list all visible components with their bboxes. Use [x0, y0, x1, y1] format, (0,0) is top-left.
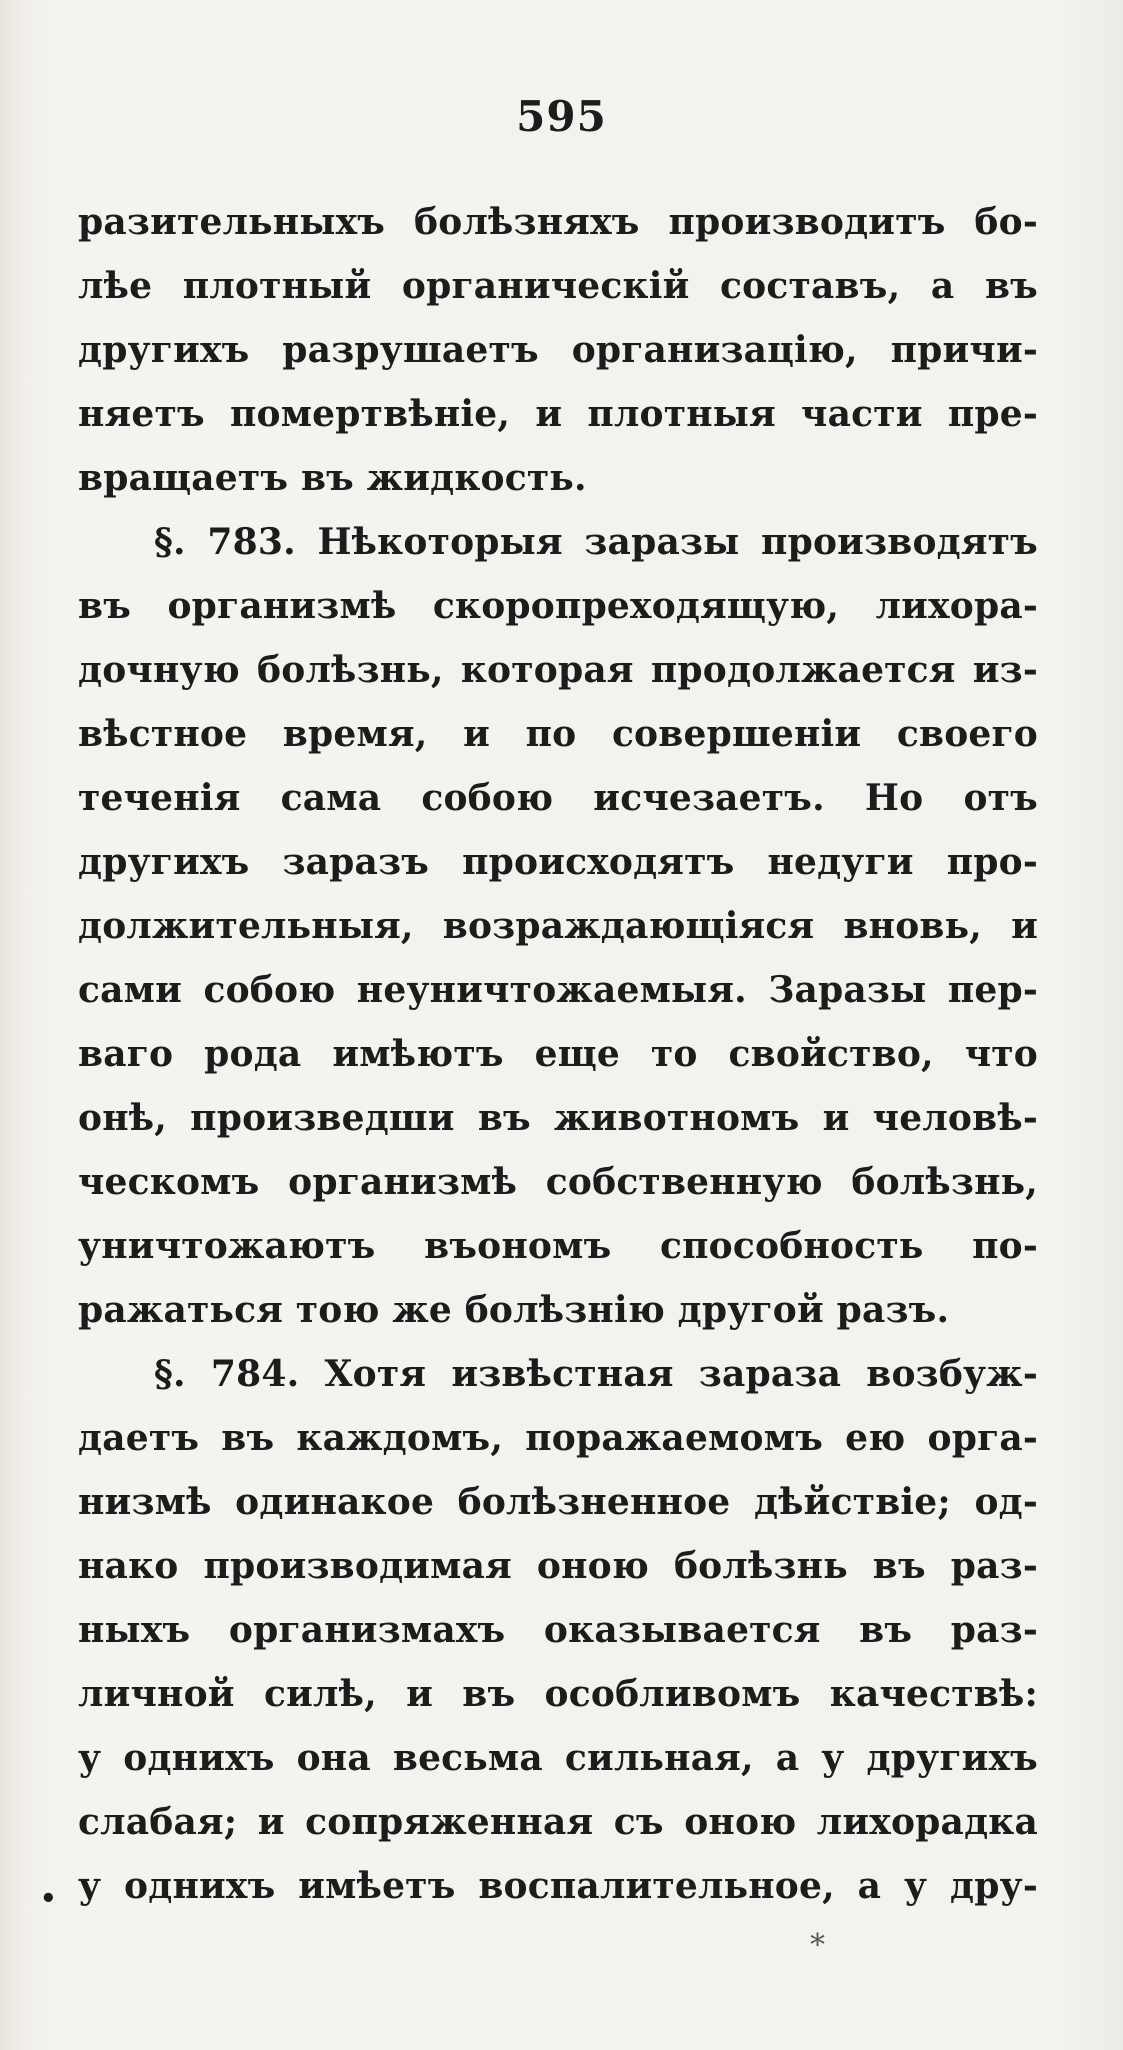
text-line: дочную болѣзнь, которая продолжается из- [78, 649, 1038, 691]
text-line: вращаетъ въ жидкость. [78, 457, 587, 499]
text-line: въ организмѣ скоропреходящую, лихора- [78, 585, 1038, 627]
paragraph-783-start: §. 783. Нѣкоторыя заразы производятъ [154, 521, 1038, 563]
text-line: разительныхъ болѣзняхъ производитъ бо- [78, 201, 1038, 243]
page-number: 595 [516, 92, 607, 141]
text-line: нако производимая оною болѣзнь въ раз- [78, 1545, 1038, 1587]
paragraph-784-start: §. 784. Хотя извѣстная зараза возбуж- [154, 1353, 1038, 1395]
text-line: ческомъ организмѣ собственную болѣзнь, [78, 1161, 1038, 1203]
text-line: ваго рода имѣютъ еще то свойство, что [78, 1033, 1038, 1075]
catchword-asterisk: * [810, 1928, 825, 1963]
body-text [78, 190, 1038, 1918]
text-line: вѣстное время, и по совершеніи своего [78, 713, 1038, 755]
text-line: должительныя, возраждающіяся вновь, и [78, 905, 1038, 947]
text-line: у однихъ она весьма сильная, а у другихъ [78, 1737, 1038, 1779]
text-line: лѣе плотный органическій составъ, а въ [78, 265, 1038, 307]
text-line: низмѣ одинакое болѣзненное дѣйствіе; од- [78, 1481, 1038, 1523]
text-line: даетъ въ каждомъ, поражаемомъ ею орга- [78, 1417, 1038, 1459]
margin-mark: • [40, 1884, 57, 1914]
text-line: онѣ, произведши въ животномъ и человѣ- [78, 1097, 1038, 1139]
text-line: другихъ заразъ происходятъ недуги про- [78, 841, 1038, 883]
text-line: теченія сама собою исчезаетъ. Но отъ [78, 777, 1038, 819]
text-line: сами собою неуничтожаемыя. Заразы пер- [78, 969, 1038, 1011]
text-line: ражаться тою же болѣзнію другой разъ. [78, 1289, 950, 1331]
text-line: ныхъ организмахъ оказывается въ раз- [78, 1609, 1038, 1651]
text-line: няетъ помертвѣніе, и плотныя части пре- [78, 393, 1038, 435]
text-line: личной силѣ, и въ особливомъ качествѣ: [78, 1673, 1038, 1715]
text-line: другихъ разрушаетъ организацію, причи- [78, 329, 1038, 371]
text-line: слабая; и сопряженная съ оною лихорадка [78, 1801, 1038, 1843]
text-line: уничтожаютъ въономъ способность по- [78, 1225, 1038, 1267]
text-line: у однихъ имѣетъ воспалительное, а у дру- [78, 1865, 1038, 1907]
